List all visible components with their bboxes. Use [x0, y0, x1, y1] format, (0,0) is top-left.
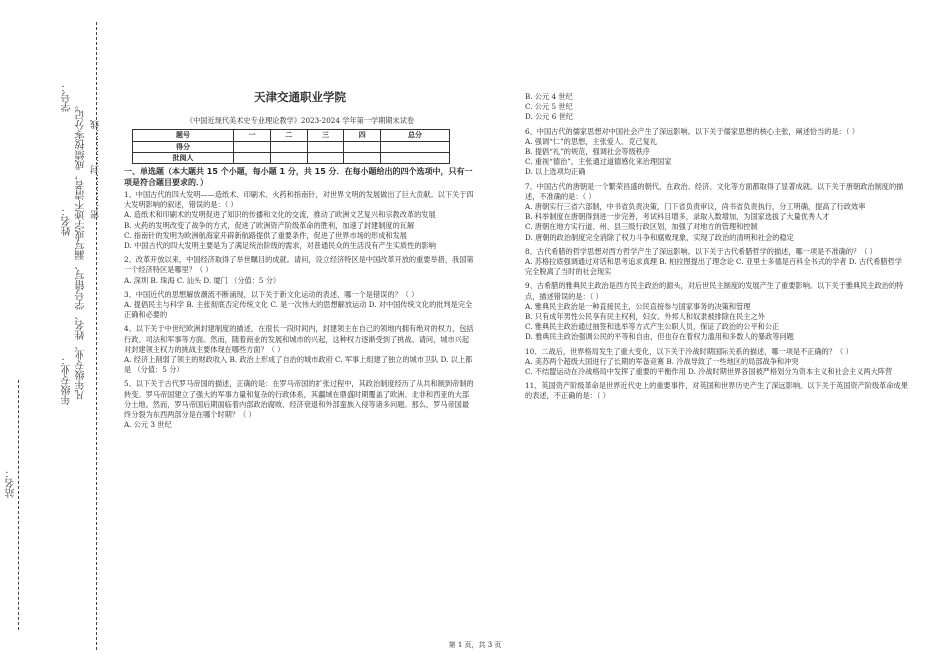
score-table	[132, 129, 450, 164]
question-line: C. 公元 5 世纪	[525, 102, 573, 112]
question-stem: 4、以下关于中世纪欧洲封建制度的描述，在很长一段时间内，封建领主在自己的领地内拥有绝对的权力，包括行政、司法和军事等方面。然而，随着商业的发展和城市的兴起，这种权力逐渐受到了挑战。请问，城市兴起对封建领主权力的挑战主要体现在哪些方面？（ ）	[124, 324, 474, 354]
reviewer-cell[interactable]	[270, 152, 307, 163]
question-stem: 1、中国古代的四大发明——造纸术、印刷术、火药和指南针，对世界文明的发展做出了巨大贡献。以下关于四大发明影响的叙述，错误的是：（ ）	[124, 190, 474, 210]
question-line: D. 唐朝的政治制度完全消除了权力斗争和腐败现象，实现了政治的清明和社会的稳定	[525, 232, 794, 242]
question-stem: 3、中国近代的思想解放潮流不断涌现，以下关于新文化运动的表述，哪一个是错误的？（ ）	[124, 289, 419, 299]
right-column	[525, 92, 908, 406]
question-list-left	[124, 190, 476, 430]
question-line: B. 火药的发明改变了战争的方式，促进了欧洲资产阶级革命的胜利，加速了封建制度的瓦解	[124, 220, 415, 230]
question-line: A. 深圳 B. 珠海 C. 汕头 D. 厦门 （分值：5 分）	[124, 275, 281, 285]
class-label: 年级专业：	[62, 355, 73, 405]
question-line: C. 不结盟运动在冷战格局中发挥了重要的平衡作用 D. 冷战时期世界各国被严格划分为资本主义和社会主义两大阵营	[525, 367, 893, 377]
question-line: A. 苏格拉底强调通过对话和思考追求真理 B. 柏拉图提出了理念论 C. 亚里士多德是百科全书式的学者 D. 古代希腊哲学完全脱离了当时的社会现实	[525, 257, 902, 277]
score-row	[133, 141, 450, 152]
left-column	[124, 92, 476, 434]
question-line: D. 雅典民主政治强调公民的平等和自由，但也存在着权力滥用和多数人的暴政等问题	[525, 332, 794, 342]
question-block	[124, 379, 476, 430]
question-line: A. 公元 3 世纪	[124, 420, 172, 430]
score-row-label: 批阅人	[133, 152, 234, 163]
score-cell[interactable]	[381, 141, 450, 152]
question-block	[525, 92, 908, 123]
question-stem: 2、改革开放以来，中国经济取得了举世瞩目的成就。请问，设立经济特区是中国改革开放的重要举措，我国第一个经济特区是哪里？（ ）	[124, 255, 474, 275]
question-line: D. 中国古代的四大发明主要是为了满足统治阶级的需求，对普通民众的生活没有产生实质性的影响	[124, 241, 436, 251]
reviewer-cell[interactable]	[307, 152, 344, 163]
student-id-label: 学号：	[62, 82, 73, 112]
question-stem: 7、中国古代的唐朝是一个繁荣昌盛的朝代，在政治、经济、文化等方面都取得了显著成就。以下关于唐朝政治制度的描述，不准确的是：（ ）	[525, 181, 904, 201]
inner-cut-line	[18, 380, 19, 630]
question-block	[525, 281, 908, 342]
reviewer-cell[interactable]	[234, 152, 271, 163]
question-line: B. 科举制度在唐朝得到进一步完善，考试科目增多，录取人数增加，为国家选拔了大量优秀人才	[525, 212, 830, 222]
score-col-header: 四	[344, 130, 381, 141]
question-line: B. 公元 4 世纪	[525, 92, 573, 101]
reviewer-cell[interactable]	[381, 152, 450, 163]
question-line: C. 雅典民主政治通过抽签和选举等方式产生公职人员，保证了政治的公平和公正	[525, 322, 780, 332]
question-line: A. 唐朝实行三省六部制，中书省负责决策，门下省负责审议，尚书省负责执行，分工明确，提高了行政效率	[525, 202, 866, 212]
school-title: 天津交通职业学院	[254, 90, 346, 104]
question-block	[124, 255, 476, 286]
question-stem: 11、英国资产阶级革命是世界近代史上的重要事件，对英国和世界历史产生了深远影响。以下关于英国资产阶级革命成果的表述，不正确的是：（ ）	[525, 381, 908, 401]
score-table-header-row	[133, 130, 450, 141]
exam-title: 《中国近现代美术史专业理论教学》2023-2024 学年第一学期期末试卷	[185, 116, 415, 126]
question-block	[525, 182, 908, 243]
question-block	[525, 347, 908, 378]
question-line: A. 美苏两个超级大国进行了长期的军备竞赛 B. 冷战导致了一些地区的局部战争和冲突	[525, 356, 799, 366]
question-block	[124, 324, 476, 375]
question-block	[124, 290, 476, 321]
score-col-header: 题号	[133, 130, 234, 141]
score-cell[interactable]	[344, 141, 381, 152]
question-line: C. 重视“德治”，主张通过道德感化来治理国家	[525, 157, 672, 167]
question-line: B. 提倡“礼”的规范，强调社会等级秩序	[525, 147, 651, 157]
reviewer-row	[133, 152, 450, 163]
name-label: 姓名：	[62, 206, 73, 236]
score-col-header: 一	[234, 130, 271, 141]
question-line: C. 指南针的发明为欧洲航海家开辟新航路提供了重要条件，促进了世界市场的形成和发展	[124, 230, 407, 240]
question-stem: 9、古希腊的雅典民主政治是西方民主政治的源头，对后世民主制度的发展产生了重要影响。以下关于雅典民主政治的特点，描述错误的是：（ ）	[525, 281, 904, 301]
outer-cut-line	[96, 22, 97, 650]
question-stem: 6、中国古代的儒家思想对中国社会产生了深远影响。以下关于儒家思想的核心主张，阐述恰当的是：（ ）	[525, 126, 859, 136]
question-line: A. 提倡民主与科学 B. 主张彻底否定传统文化 C. 是一次伟大的思想解放运动 D. 对中国传统文化的批判是完全正确和必要的	[124, 300, 473, 320]
score-cell[interactable]	[270, 141, 307, 152]
score-col-header: 总分	[381, 130, 450, 141]
question-stem: 10、二战后，世界格局发生了重大变化，以下关于冷战时期国际关系的描述，哪一项是不正确的？（ ）	[525, 346, 853, 356]
question-line: A. 强调“仁”的思想，主张爱人、克己复礼	[525, 136, 658, 146]
question-block	[525, 247, 908, 278]
question-block	[525, 381, 908, 401]
binding-margin	[0, 0, 110, 672]
seat-label: 站名：	[6, 468, 17, 498]
question-line: D. 以上选项均正确	[525, 167, 586, 177]
score-row-label: 得分	[133, 141, 234, 152]
page-footer: 第 1 页，共 3 页	[448, 641, 502, 649]
score-cell[interactable]	[307, 141, 344, 152]
question-line: A. 造纸术和印刷术的发明促进了知识的传播和文化的交流，推动了欧洲文艺复兴和宗教改革的发展	[124, 210, 436, 220]
question-stem: 5、以下关于古代罗马帝国的描述，正确的是：在罗马帝国的扩张过程中，其政治制度经历了从共和制到帝制的转变。罗马帝国建立了强大的军事力量和复杂的行政体系，其疆域在鼎盛时期覆盖了欧洲、北非和西亚的大部分土地。然而，罗马帝国后期面临着内部政治腐败、经济衰退和外部蛮族入侵等诸多问题。那么，罗马帝国最终分裂为东西两部分是在哪个时期？（ ）	[124, 379, 474, 420]
question-line: A. 雅典民主政治是一种直接民主，公民直接参与国家事务的决策和管理	[525, 301, 751, 311]
score-col-header: 二	[270, 130, 307, 141]
seal-line-text: 密…………封…………线	[91, 120, 101, 219]
question-line: A. 经济上削弱了领主的财政收入 B. 政治上形成了自治的城市政府 C. 军事上组建了独立的城市卫队 D. 以上都是 （分值：5 分）	[124, 355, 473, 375]
question-line: C. 唐朝在地方实行道、州、县三级行政区划，加强了对地方的管理和控制	[525, 222, 758, 232]
question-stem: 8、古代希腊的哲学思想对西方哲学产生了深远影响。以下关于古代希腊哲学的描述，哪一项是不准确的？（ ）	[525, 246, 877, 256]
question-line: D. 公元 6 世纪	[525, 112, 573, 122]
score-cell[interactable]	[234, 141, 271, 152]
question-list-right	[525, 92, 908, 402]
reviewer-cell[interactable]	[344, 152, 381, 163]
question-block	[525, 127, 908, 178]
binding-warning-text: 凡年级专业、姓名、学号错写、漏写或字迹不清者，成绩按零分记。	[76, 100, 87, 400]
question-block	[124, 190, 476, 251]
score-col-header: 三	[307, 130, 344, 141]
section-heading: 一、单选题（本大题共 15 个小题，每小题 1 分，共 15 分．在每小题给出的四个选项中，只有一项是符合题目要求的．）	[124, 167, 473, 187]
question-line: B. 只有成年男性公民享有民主权利，妇女、外邦人和奴隶被排除在民主之外	[525, 312, 765, 322]
